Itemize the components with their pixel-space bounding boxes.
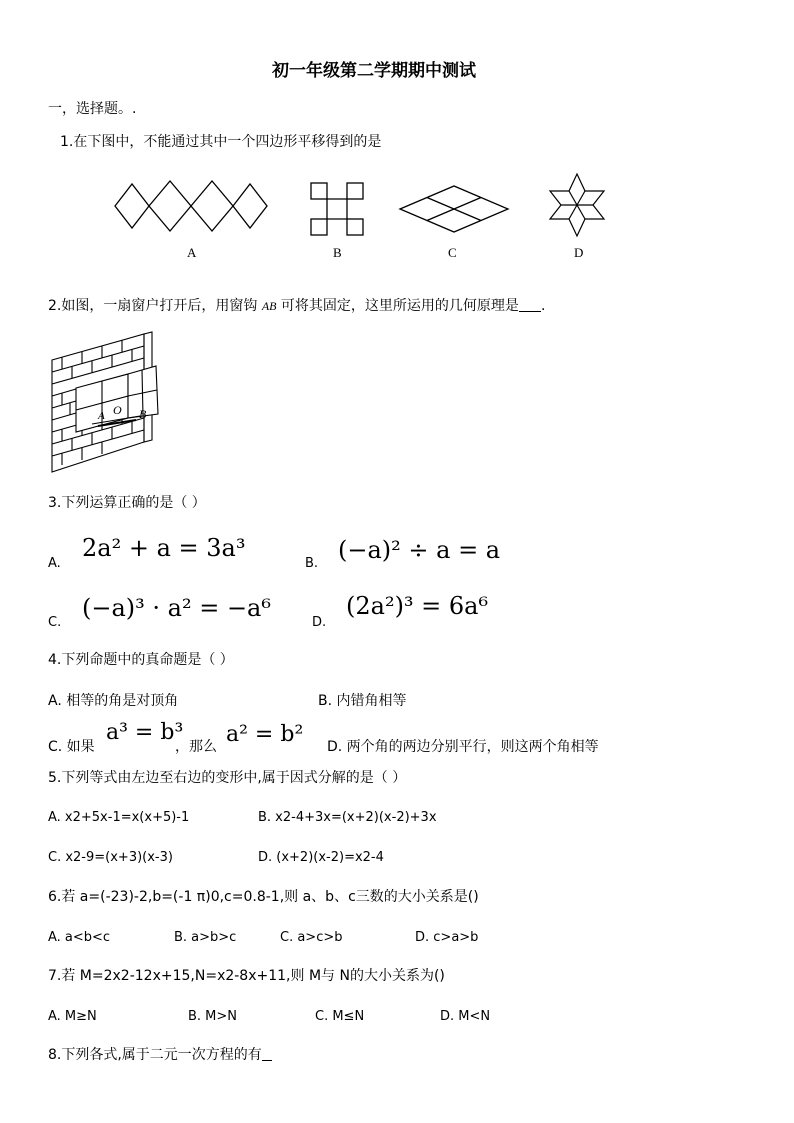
q4-option-c-mid: ，那么 <box>175 739 217 755</box>
q5-stem: 5.下列等式由左边至右边的变形中,属于因式分解的是（ ） <box>48 770 407 786</box>
q7-option-c: C. M≤N <box>315 1009 365 1024</box>
q6-option-b: B. a>b>c <box>174 930 237 945</box>
q2-window-figure <box>48 332 168 476</box>
q4-stem: 4.下列命题中的真命题是（ ） <box>48 652 234 668</box>
q5-option-c: C. x2-9=(x+3)(x-3) <box>48 850 173 865</box>
q2-stem-ab: AB <box>261 299 277 313</box>
q1-label-a: A <box>187 245 197 260</box>
q1-figure-c <box>398 184 510 234</box>
q8-stem-text: 8.下列各式,属于二元一次方程的有 <box>48 1047 262 1063</box>
q6-option-a: A. a<b<c <box>48 930 111 945</box>
q5-option-b: B. x2-4+3x=(x+2)(x-2)+3x <box>258 810 437 825</box>
q3-option-b-letter: B. <box>305 556 319 571</box>
answer-blank <box>519 297 541 312</box>
q3-stem: 3.下列运算正确的是（ ） <box>48 495 206 511</box>
q1-label-d: D <box>574 245 584 260</box>
q3-option-a-letter: A. <box>48 556 61 571</box>
page-title: 初一年级第二学期期中测试 <box>272 61 476 81</box>
q2-stem-post: 可将其固定，这里所运用的几何原理是 <box>276 298 519 314</box>
q7-option-d: D. M<N <box>440 1009 491 1024</box>
section-heading: 一，选择题。. <box>48 101 137 117</box>
q1-figure-d <box>544 172 610 238</box>
q6-option-c: C. a>c>b <box>280 930 343 945</box>
q4-option-c-math1: a³ = b³ <box>106 720 184 745</box>
q7-option-a: A. M≥N <box>48 1009 97 1024</box>
q2-stem-pre: 2.如图，一扇窗户打开后，用窗钩 <box>48 298 262 314</box>
q2-fig-label-b: B <box>139 407 147 421</box>
q5-option-a: A. x2+5x-1=x(x+5)-1 <box>48 810 190 825</box>
q2-fig-label-o: O <box>113 403 122 417</box>
q5-option-d: D. (x+2)(x-2)=x2-4 <box>258 850 384 865</box>
q3-option-a-expr: 2a² + a = 3a³ <box>82 534 246 562</box>
q6-option-d: D. c>a>b <box>415 930 479 945</box>
q4-option-a: A. 相等的角是对顶角 <box>48 693 179 709</box>
q4-option-c-math2: a² = b² <box>226 722 304 747</box>
q7-option-b: B. M>N <box>188 1009 238 1024</box>
q2-fig-label-a: A <box>98 410 105 422</box>
q1-figure-a <box>112 178 272 238</box>
q4-option-b: B. 内错角相等 <box>318 693 407 709</box>
q1-label-c: C <box>448 245 457 260</box>
q3-option-c-expr: (−a)³ · a² = −a⁶ <box>82 594 271 622</box>
q6-stem: 6.若 a=(-23)-2,b=(-1 π)0,c=0.8-1,则 a、b、c三数的大小关系是() <box>48 889 479 905</box>
q3-option-d-expr: (2a²)³ = 6a⁶ <box>346 592 489 620</box>
q3-option-c-letter: C. <box>48 615 62 630</box>
q2-stem-end: . <box>540 298 546 314</box>
q2-stem <box>48 297 545 315</box>
q8-stem <box>48 1046 272 1064</box>
q7-stem: 7.若 M=2x2-12x+15,N=x2-8x+11,则 M与 N的大小关系为() <box>48 968 445 984</box>
q1-label-b: B <box>333 245 342 260</box>
q3-option-b-expr: (−a)² ÷ a = a <box>338 536 501 564</box>
q1-stem: 1.在下图中，不能通过其中一个四边形平移得到的是 <box>60 134 382 150</box>
q1-figure-b <box>310 182 366 238</box>
q4-option-c-pre: C. 如果 <box>48 739 95 755</box>
answer-blank <box>262 1046 272 1061</box>
q4-option-d: D. 两个角的两边分别平行，则这两个角相等 <box>327 739 599 755</box>
q3-option-d-letter: D. <box>312 615 327 630</box>
